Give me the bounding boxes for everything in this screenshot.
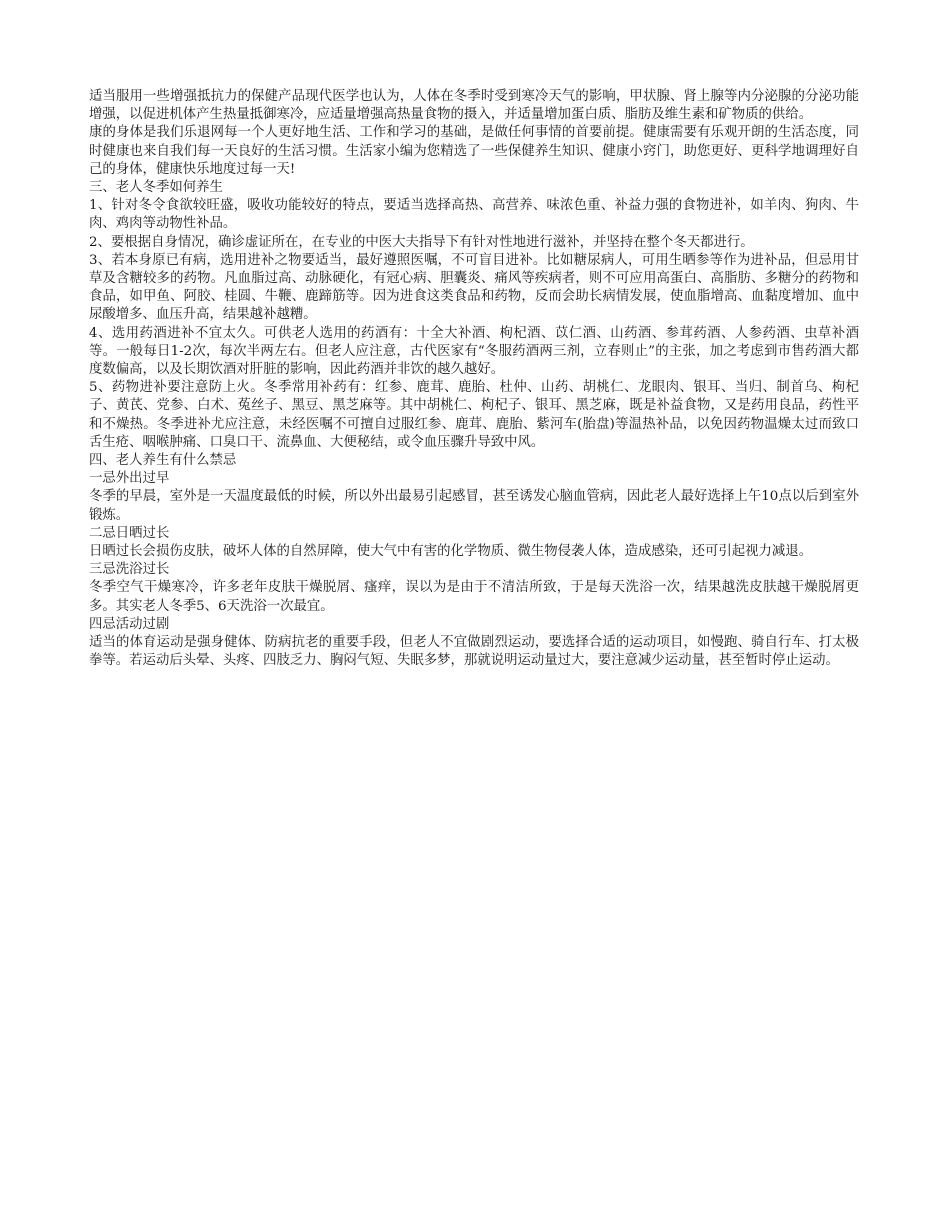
- section-3-item-5: 5、药物进补要注意防上火。冬季常用补药有：红参、鹿茸、鹿胎、杜仲、山药、胡桃仁、龙眼肉、银耳、当归、制首乌、枸杞子、黄芪、党参、白术、菟丝子、黑豆、黑芝麻等。其中胡桃仁、枸杞子、银耳、黑芝麻，既是补益食物，又是药用良品，药性平和不燥热。冬季进补尤应注意，未经医嘱不可擅自过服红参、鹿茸、鹿胎、紫河车(胎盘)等温热补品，以免因药物温燥太过而致口舌生疮、咽喉肿痛、口臭口干、流鼻血、大便秘结，或令血压骤升导致中风。: [89, 380, 859, 450]
- taboo-paragraph-2: 日晒过长会损伤皮肤，破坏人体的自然屏障，使大气中有害的化学物质、微生物侵袭人体，造成感染，还可引起视力减退。: [89, 544, 813, 560]
- section-3-item-2: 2、要根据自身情况，确诊虚证所在，在专业的中医大夫指导下有针对性地进行滋补，并坚持在整个冬天都进行。: [89, 234, 754, 250]
- taboo-heading-4: 四忌活动过剧: [89, 616, 170, 632]
- section-heading-4: 四、老人养生有什么禁忌: [89, 453, 237, 469]
- taboo-paragraph-3: 冬季空气干燥寒冷，许多老年皮肤干燥脱屑、瘙痒，误以为是由于不清洁所致，于是每天洗浴一次，结果越洗皮肤越干燥脱屑更多。其实老人冬季5、6天洗浴一次最宜。: [89, 580, 859, 614]
- section-heading-3: 三、老人冬季如何养生: [89, 180, 223, 196]
- taboo-heading-1: 一忌外出过早: [89, 471, 170, 487]
- intro-paragraph-2: 康的身体是我们乐退网每一个人更好地生活、工作和学习的基础，是做任何事情的首要前提。健康需要有乐观开朗的生活态度，同时健康也来自我们每一天良好的生活习惯。生活家小编为您精选了一些保健养生知识、健康小窍门，助您更好、更科学地调理好自己的身体，健康快乐地度过每一天!: [89, 125, 859, 177]
- intro-paragraph-1: 适当服用一些增强抵抗力的保健产品现代医学也认为，人体在冬季时受到寒冷天气的影响，甲状腺、肾上腺等内分泌腺的分泌功能增强，以促进机体产生热量抵御寒冷，应适量增强高热量食物的摄入，并适量增加蛋白质、脂肪及维生素和矿物质的供给。: [89, 89, 859, 123]
- document-body: [89, 88, 859, 671]
- section-3-item-3: 3、若本身原已有病，选用进补之物要适当，最好遵照医嘱，不可盲目进补。比如糖尿病人，可用生晒参等作为进补品，但忌用甘草及含糖较多的药物。凡血脂过高、动脉硬化，有冠心病、胆囊炎、痛风等疾病者，则不可应用高蛋白、高脂肪、多糖分的药物和食品，如甲鱼、阿胶、桂圆、牛鞭、鹿蹄筋等。因为进食这类食品和药物，反而会助长病情发展，使血脂增高、血黏度增加、血中尿酸增多、血压升高，结果越补越糟。: [89, 252, 859, 323]
- taboo-paragraph-4: 适当的体育运动是强身健体、防病抗老的重要手段，但老人不宜做剧烈运动，要选择合适的运动项目，如慢跑、骑自行车、打太极拳等。若运动后头晕、头疼、四肢乏力、胸闷气短、失眠多梦，那就说明运动量过大，要注意减少运动量，甚至暂时停止运动。: [89, 635, 859, 669]
- section-3-item-1: 1、针对冬令食欲较旺盛，吸收功能较好的特点，要适当选择高热、高营养、味浓色重、补益力强的食物进补，如羊肉、狗肉、牛肉、鸡肉等动物性补品。: [89, 198, 859, 232]
- section-3-item-4: 4、选用药酒进补不宜太久。可供老人选用的药酒有：十全大补酒、枸杞酒、苡仁酒、山药酒、参茸药酒、人参药酒、虫草补酒等。一般每日1-2次，每次半两左右。但老人应注意，古代医家有“冬服药酒两三剂，立春则止”的主张，加之考虑到市售药酒大都度数偏高，以及长期饮酒对肝脏的影响，因此药酒并非饮的越久越好。: [89, 325, 859, 378]
- taboo-heading-3: 三忌洗浴过长: [89, 562, 170, 578]
- taboo-heading-2: 二忌日晒过长: [89, 525, 170, 541]
- taboo-paragraph-1: 冬季的早晨，室外是一天温度最低的时候，所以外出最易引起感冒，甚至诱发心脑血管病，因此老人最好选择上午10点以后到室外锻炼。: [89, 489, 859, 523]
